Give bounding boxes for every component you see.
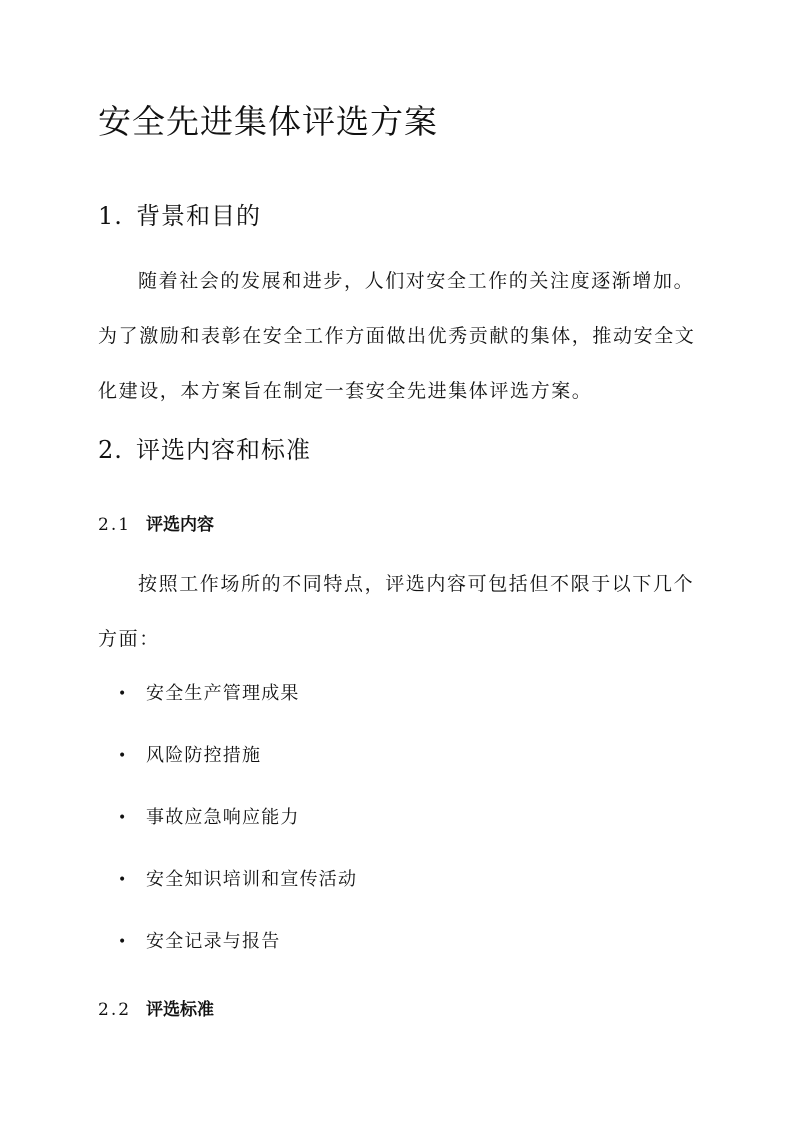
paragraph-line: 方面： xyxy=(98,628,160,650)
paragraph-line: 按照工作场所的不同特点，评选内容可包括但不限于以下几个 xyxy=(138,573,695,595)
list-item-text: 事故应急响应能力 xyxy=(146,807,300,828)
bullet-icon: • xyxy=(118,872,128,888)
paragraph-line: 化建设，本方案旨在制定一套安全先进集体评选方案。 xyxy=(98,380,593,402)
paragraph-line: 随着社会的发展和进步，人们对安全工作的关注度逐渐增加。 xyxy=(138,270,695,292)
subsection-2-2-title: 评选标准 xyxy=(146,1000,214,1020)
subsection-2-1-heading xyxy=(98,510,214,535)
subsection-2-2-number: 2.2 xyxy=(98,1000,132,1020)
list-item xyxy=(118,796,357,858)
bullet-icon: • xyxy=(118,810,128,826)
subsection-2-2-heading xyxy=(98,995,214,1020)
bullet-icon: • xyxy=(118,934,128,950)
subsection-2-1-paragraph xyxy=(98,557,708,667)
section-1-paragraph xyxy=(98,254,708,419)
list-item-text: 安全知识培训和宣传活动 xyxy=(146,869,358,890)
list-item xyxy=(118,672,357,734)
section-2-number: 2. xyxy=(98,436,123,464)
section-2-title: 评选内容和标准 xyxy=(136,436,311,464)
section-1-title: 背景和目的 xyxy=(136,202,261,230)
list-item xyxy=(118,858,357,920)
evaluation-content-list xyxy=(118,672,357,982)
bullet-icon: • xyxy=(118,686,128,702)
paragraph-line: 为了激励和表彰在安全工作方面做出优秀贡献的集体，推动安全文 xyxy=(98,325,696,347)
list-item-text: 风险防控措施 xyxy=(146,745,262,766)
section-1-number: 1. xyxy=(98,202,123,230)
list-item xyxy=(118,920,357,982)
document-title: 安全先进集体评选方案 xyxy=(98,102,438,141)
section-1-heading xyxy=(98,196,261,231)
list-item-text: 安全记录与报告 xyxy=(146,931,281,952)
subsection-2-1-number: 2.1 xyxy=(98,515,132,535)
list-item-text: 安全生产管理成果 xyxy=(146,683,300,704)
list-item xyxy=(118,734,357,796)
subsection-2-1-title: 评选内容 xyxy=(146,515,214,535)
bullet-icon: • xyxy=(118,748,128,764)
section-2-heading xyxy=(98,430,311,465)
